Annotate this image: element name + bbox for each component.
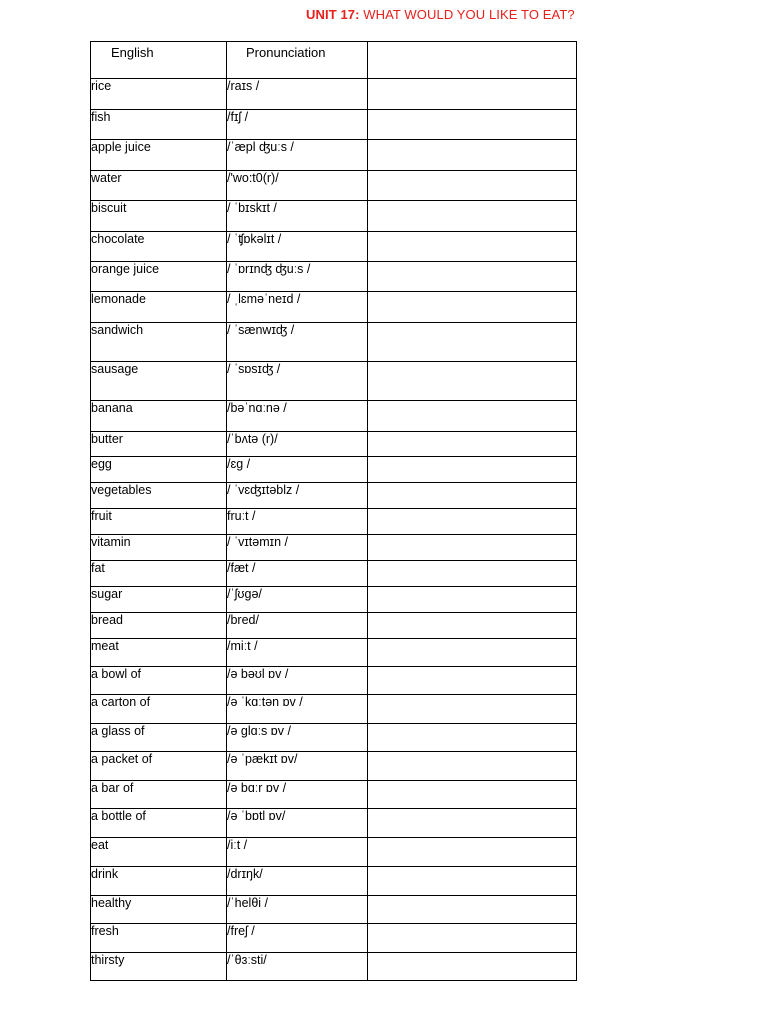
table-row — [91, 509, 577, 535]
english-word: thirsty — [91, 953, 227, 981]
pronunciation: / ˈvɪtəmɪn / — [227, 535, 368, 561]
english-word: drink — [91, 867, 227, 896]
english-word: apple juice — [91, 140, 227, 171]
blank-cell — [368, 752, 577, 781]
english-word: fish — [91, 110, 227, 140]
header-pronunciation: Pronunciation — [227, 42, 368, 79]
table-row — [91, 809, 577, 838]
english-word: healthy — [91, 896, 227, 924]
blank-cell — [368, 561, 577, 587]
english-word: sausage — [91, 362, 227, 401]
table-row — [91, 457, 577, 483]
pronunciation: /ə ˈbɒtl ɒv/ — [227, 809, 368, 838]
pronunciation: /fæt / — [227, 561, 368, 587]
table-row — [91, 724, 577, 752]
table-row — [91, 323, 577, 362]
english-word: bread — [91, 613, 227, 639]
english-word: water — [91, 171, 227, 201]
english-word: butter — [91, 432, 227, 457]
table-row — [91, 362, 577, 401]
english-word: biscuit — [91, 201, 227, 232]
blank-cell — [368, 724, 577, 752]
blank-cell — [368, 613, 577, 639]
blank-cell — [368, 838, 577, 867]
blank-cell — [368, 781, 577, 809]
blank-cell — [368, 323, 577, 362]
blank-cell — [368, 867, 577, 896]
blank-cell — [368, 140, 577, 171]
english-word: a bowl of — [91, 667, 227, 695]
english-word: a carton of — [91, 695, 227, 724]
table-row — [91, 110, 577, 140]
pronunciation: / ˌlɛməˈneɪd / — [227, 292, 368, 323]
table-row — [91, 953, 577, 981]
english-word: sugar — [91, 587, 227, 613]
english-word: lemonade — [91, 292, 227, 323]
table-row — [91, 292, 577, 323]
blank-cell — [368, 587, 577, 613]
pronunciation: /bəˈnɑːnə / — [227, 401, 368, 432]
pronunciation: /bred/ — [227, 613, 368, 639]
vocabulary-table — [90, 41, 577, 981]
table-row — [91, 432, 577, 457]
table-row — [91, 587, 577, 613]
english-word: a bar of — [91, 781, 227, 809]
blank-cell — [368, 457, 577, 483]
blank-cell — [368, 896, 577, 924]
title-text: WHAT WOULD YOU LIKE TO EAT? — [359, 7, 575, 22]
header-english: English — [91, 42, 227, 79]
english-word: meat — [91, 639, 227, 667]
table-row — [91, 201, 577, 232]
pronunciation: /ˈθɜːsti/ — [227, 953, 368, 981]
pronunciation: / ˈsænwɪʤ / — [227, 323, 368, 362]
table-row — [91, 924, 577, 953]
blank-cell — [368, 809, 577, 838]
pronunciation: /ˈæpl ʤuːs / — [227, 140, 368, 171]
pronunciation: /miːt / — [227, 639, 368, 667]
english-word: chocolate — [91, 232, 227, 262]
english-word: rice — [91, 79, 227, 110]
english-word: eat — [91, 838, 227, 867]
pronunciation: / ˈɒrɪnʤ ʤuːs / — [227, 262, 368, 292]
pronunciation: /'wo:t0(r)/ — [227, 171, 368, 201]
blank-cell — [368, 110, 577, 140]
header-blank — [368, 42, 577, 79]
blank-cell — [368, 432, 577, 457]
english-word: fat — [91, 561, 227, 587]
pronunciation: /ˈbʌtə (r)/ — [227, 432, 368, 457]
english-word: a glass of — [91, 724, 227, 752]
blank-cell — [368, 232, 577, 262]
pronunciation: /ˈʃʊgə/ — [227, 587, 368, 613]
blank-cell — [368, 201, 577, 232]
table-row — [91, 535, 577, 561]
pronunciation: /ˈhelθi / — [227, 896, 368, 924]
table-header-row — [91, 42, 577, 79]
table-row — [91, 613, 577, 639]
pronunciation: /ə glɑːs ɒv / — [227, 724, 368, 752]
english-word: a packet of — [91, 752, 227, 781]
english-word: orange juice — [91, 262, 227, 292]
pronunciation: /iːt / — [227, 838, 368, 867]
table-row — [91, 171, 577, 201]
pronunciation: /ə bɑːr ɒv / — [227, 781, 368, 809]
table-row — [91, 838, 577, 867]
pronunciation: /ɛg / — [227, 457, 368, 483]
pronunciation: /raɪs / — [227, 79, 368, 110]
table-row — [91, 483, 577, 509]
english-word: vitamin — [91, 535, 227, 561]
pronunciation: fruːt / — [227, 509, 368, 535]
table-row — [91, 752, 577, 781]
table-row — [91, 695, 577, 724]
table-row — [91, 667, 577, 695]
table-row — [91, 896, 577, 924]
pronunciation: / ˈvɛʤɪtəblz / — [227, 483, 368, 509]
pronunciation: /fɪʃ / — [227, 110, 368, 140]
blank-cell — [368, 292, 577, 323]
blank-cell — [368, 401, 577, 432]
table-row — [91, 561, 577, 587]
blank-cell — [368, 509, 577, 535]
english-word: sandwich — [91, 323, 227, 362]
blank-cell — [368, 667, 577, 695]
pronunciation: /ə ˈkɑːtən ɒv / — [227, 695, 368, 724]
table-row — [91, 140, 577, 171]
english-word: fresh — [91, 924, 227, 953]
table-row — [91, 639, 577, 667]
blank-cell — [368, 171, 577, 201]
blank-cell — [368, 924, 577, 953]
english-word: banana — [91, 401, 227, 432]
pronunciation: / ˈʧɒkəlɪt / — [227, 232, 368, 262]
pronunciation: / ˈsɒsɪʤ / — [227, 362, 368, 401]
blank-cell — [368, 639, 577, 667]
table-row — [91, 262, 577, 292]
blank-cell — [368, 695, 577, 724]
blank-cell — [368, 483, 577, 509]
table-row — [91, 867, 577, 896]
english-word: fruit — [91, 509, 227, 535]
table-row — [91, 232, 577, 262]
pronunciation: /freʃ / — [227, 924, 368, 953]
page-title — [306, 7, 575, 22]
blank-cell — [368, 953, 577, 981]
blank-cell — [368, 262, 577, 292]
english-word: a bottle of — [91, 809, 227, 838]
blank-cell — [368, 79, 577, 110]
blank-cell — [368, 362, 577, 401]
pronunciation: / ˈbɪskɪt / — [227, 201, 368, 232]
table-body — [91, 79, 577, 981]
table-row — [91, 781, 577, 809]
table-row — [91, 79, 577, 110]
english-word: egg — [91, 457, 227, 483]
pronunciation: /ə bəʊl ɒv / — [227, 667, 368, 695]
pronunciation: /ə ˈpækɪt ɒv/ — [227, 752, 368, 781]
blank-cell — [368, 535, 577, 561]
table-row — [91, 401, 577, 432]
pronunciation: /drɪŋk/ — [227, 867, 368, 896]
english-word: vegetables — [91, 483, 227, 509]
unit-label: UNIT 17: — [306, 7, 360, 22]
